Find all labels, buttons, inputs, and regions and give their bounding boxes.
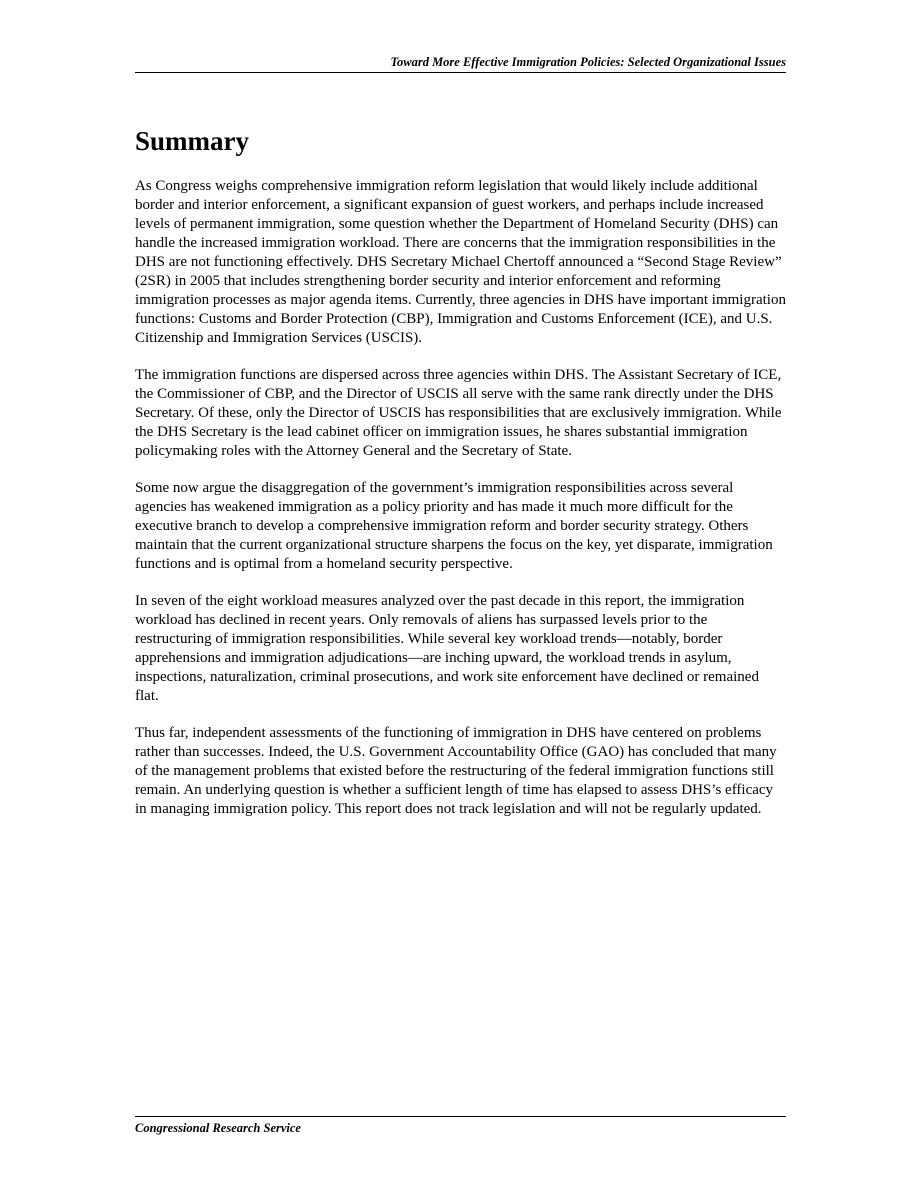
section-title: Summary xyxy=(135,126,249,156)
paragraph: As Congress weighs comprehensive immigration reform legislation that would likely include additional border and interior enforcement, a significant expansion of guest workers, and perhaps include increased levels of permanent immigration, some question whether the Department of Homeland Security (DHS) can handle the increased immigration workload. There are concerns that the immigration responsibilities in the DHS are not functioning effectively. DHS Secretary Michael Chertoff announced a “Second Stage Review” (2SR) in 2005 that includes strengthening border security and interior enforcement and reforming immigration processes as major agenda items. Currently, three agencies in DHS have important immigration functions: Customs and Border Protection (CBP), Immigration and Customs Enforcement (ICE), and U.S. Citizenship and Immigration Services (USCIS). xyxy=(135,178,786,346)
paragraph: The immigration functions are dispersed across three agencies within DHS. The Assistant Secretary of ICE, the Commissioner of CBP, and the Director of USCIS all serve with the same rank directly under the DHS Secretary. Of these, only the Director of USCIS has responsibilities that are exclusively immigration. While the DHS Secretary is the lead cabinet officer on immigration issues, he shares substantial immigration policymaking roles with the Attorney General and the Secretary of State. xyxy=(135,367,782,459)
running-header-title: Toward More Effective Immigration Policies: Selected Organizational Issues xyxy=(390,55,786,69)
paragraph: Thus far, independent assessments of the functioning of immigration in DHS have centered on problems rather than successes. Indeed, the U.S. Government Accountability Office (GAO) has concluded that many of the management problems that existed before the restructuring of the federal immigration functions still remain. An underlying question is whether a sufficient length of time has elapsed to assess DHS’s efficacy in managing immigration policy. This report does not track legislation and will not be regularly updated. xyxy=(135,725,777,817)
header-rule xyxy=(135,72,786,73)
footer-rule xyxy=(135,1116,786,1117)
paragraph: In seven of the eight workload measures analyzed over the past decade in this report, the immigration workload has declined in recent years. Only removals of aliens has surpassed levels prior to the restructuring of immigration responsibilities. While several key workload trends—notably, border apprehensions and immigration adjudications—are inching upward, the workload trends in asylum, inspections, naturalization, criminal prosecutions, and work site enforcement have declined or remained flat. xyxy=(135,593,759,704)
summary-body xyxy=(135,177,786,837)
paragraph: Some now argue the disaggregation of the government’s immigration responsibilities across several agencies has weakened immigration as a policy priority and has made it much more difficult for the executive branch to develop a comprehensive immigration reform and border security strategy. Others maintain that the current organizational structure sharpens the focus on the key, yet disparate, immigration functions and is optimal from a homeland security perspective. xyxy=(135,480,773,572)
running-footer-publisher: Congressional Research Service xyxy=(135,1121,301,1135)
